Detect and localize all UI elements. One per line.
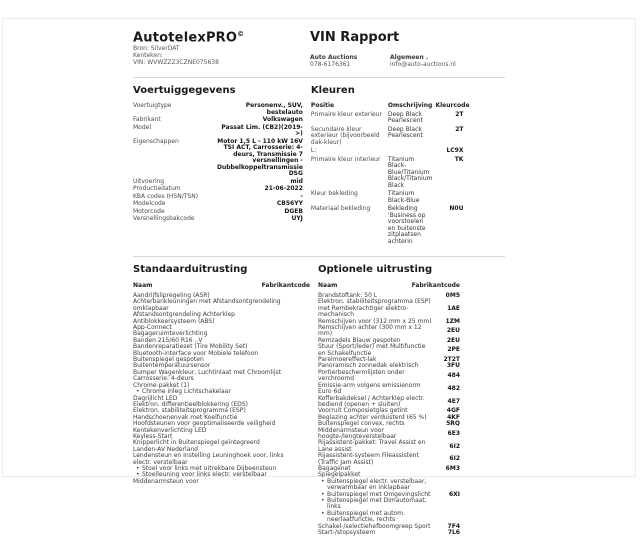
equipment-item [318,325,460,338]
vehicle-row-value: Motor 1,5 L - 110 kW 16V TSI ACT, Carrosserie: 4-deurs, Transmissie 7 versnellingen - Dubbelkoppeltransmissie DSG [217,137,303,177]
standard-col-name: Naam [133,282,153,289]
color-row [311,157,464,190]
lower-columns [133,262,505,536]
equipment-name: Banden 215/60 R16 ..V [133,336,203,344]
section-divider [133,256,505,257]
vehicle-row [133,125,303,138]
standard-col-code: Fabrikantcode [261,282,310,289]
equipment-name: • Buitenspiegel met Omgevingslicht [318,492,434,498]
equipment-code: 0M5 [445,292,460,299]
colors-section [311,83,509,247]
equipment-name: Aandrijfslipregeling (ASR) [133,292,210,299]
standard-list-header [133,282,310,289]
equipment-name: Carrosserie: 4-deurs [133,375,194,383]
vehicle-row-label: Versnellingsbakcode [133,215,195,222]
equipment-code: 5RQ [446,420,460,428]
vehicle-row-value: - [300,192,303,200]
equipment-name: Kentekenverlichting LED [133,426,207,434]
equipment-name: Elektron. differentieelblokkering (EDS) [133,400,248,408]
dealer-contact [310,54,390,68]
equipment-code: 6E3 [447,429,460,437]
equipment-code: 4E7 [447,397,460,405]
equipment-name: Middenarmsteun voor hoogte-/lengteverstelbaar [318,426,397,440]
color-row [311,191,464,204]
vehicle-row-value: CB56YY [276,200,303,207]
vehicle-row-label: Fabrikant [133,116,161,123]
colors-col-position: Positie [310,102,335,109]
vehicle-row [133,139,303,178]
equipment-item [318,498,460,511]
equipment-code: 2PE [447,346,460,354]
report-header-left [133,30,310,68]
equipment-name: Bagageruimteverlichting [133,330,208,338]
equipment-name: Hoofdsteunen voor geoptimaliseerde veiligheid [133,420,276,428]
equipment-name: Panoramisch zonnedak elektrisch [318,362,419,370]
color-position: Primaire kleur exterieur [310,110,382,118]
equipment-name: Landen-AV Nederland [133,445,198,453]
general-label: Algemeen . [390,54,429,61]
vehicle-row-label: Modelcode [133,200,166,207]
vehicle-row-label: Uitvoering [133,177,165,185]
equipment-code: 6M3 [445,464,460,472]
equipment-item [318,299,460,318]
contact-info [310,54,505,68]
equipment-code: 484 [447,372,460,380]
color-description [388,148,433,155]
equipment-name: Kofferbakdeksel / Achterklep electr. bediend (openen + sluiten) [318,394,425,408]
color-position: Materiaal bekleding [310,205,371,212]
equipment-name: Buitentemperatuursensor [133,362,211,370]
vehicle-row-label: Motorcode [133,207,165,215]
equipment-name: Schakel-/selectiehefboomgreep Sport [318,522,431,530]
vehicle-row-value: DGEB [284,207,303,215]
equipment-name: Afstandsontgrendeling Achterklep [133,311,235,319]
color-row [311,127,464,147]
vehicle-row-value: UYJ [291,215,303,222]
dealer-phone: 078-6176361 [310,61,351,68]
standard-heading: Standaarduitrusting [133,264,248,275]
equipment-name: Emissie-arm volgens emissienorm Euro 6d [318,381,421,396]
vehicle-row-value: Passat Lim. (CB2)(2019->) [221,123,303,137]
equipment-item [318,511,460,524]
color-row [311,206,464,245]
source-line: Bron: SilverDAT [133,45,180,53]
equipment-name: Keyless-Start [133,432,173,440]
vehicle-row-value: Volkswagen [262,116,303,123]
vehicle-row [133,216,303,223]
brand-name: AutotelexPRO [133,30,238,46]
standard-equipment-list [133,293,310,485]
vin-line: VIN: WVWZZZ3CZNE075638 [133,59,219,67]
equipment-item [318,383,460,396]
equipment-name: Bluetooth-interface voor Mobiele telefoon [133,349,259,357]
color-description: Titanium Black-Blue/Titanium Black/Titanium Black [387,155,433,189]
color-code [435,191,463,204]
vehicle-row-value: mid [290,177,303,185]
report-header-right [310,30,505,68]
equipment-name: Bumper Wagenkleur, Luchtinlaat met Chroomlijst [133,368,282,376]
copyright-mark: © [237,30,245,38]
equipment-name: Parelmoereffect-lak [318,356,377,364]
equipment-item [318,370,460,383]
general-contact [390,54,456,68]
equipment-name: Portierbeschermlijsten onder verchroomd [318,368,405,383]
vehicle-section [133,83,303,224]
equipment-code: 7L6 [447,529,460,536]
vehicle-row [133,201,303,208]
equipment-name: Brandstoftank: 50 L [318,292,378,299]
equipment-item [133,472,310,478]
equipment-code: 2T2T [443,356,460,364]
brand-logo [133,30,310,45]
color-description: Deep Black Pearlescent [387,125,423,139]
color-description: Bekleding 'Business op voorstoelen en buitenste zitplaatsen achterin [387,205,426,245]
equipment-name: Middenarmsteun voor [133,477,199,485]
colors-col-code: Kleurcode [435,102,470,109]
equipment-name: Start-/stopsysteem [318,529,376,536]
equipment-item [318,530,460,536]
equipment-name: Buitenspiegel gespoten [133,356,204,364]
color-position: L: [310,147,317,154]
optional-list-header [318,282,460,289]
vehicle-row-label: Productiedatum [133,185,181,192]
color-code: LC9X [446,147,464,154]
vin-report-page [133,30,505,536]
color-code: TK [454,155,464,163]
vehicle-row-label: Eigenschappen [133,137,179,145]
vehicle-row-value: Personenv., SUV, bestelauto [245,102,303,116]
vehicle-row [133,103,303,116]
equipment-name: Bandenreparatieset (Tire Mobility Set) [133,343,248,351]
equipment-name: Handschoenenvak met Koelfunctie [133,413,238,421]
optional-col-code: Fabrikantcode [411,282,460,289]
equipment-code: 1AE [447,304,460,312]
color-code: N0U [449,205,464,212]
equipment-name: Knipperlicht in Buitenspiegel geïntegreerd [133,439,260,447]
equipment-name: Stuur (Sport/leder) met Multifunctie en Schakelfunctie [318,343,426,357]
colors-heading: Kleuren [310,85,355,96]
color-code: 2T [455,125,464,133]
color-row [311,148,464,155]
vehicle-row [133,117,303,124]
vehicle-row [133,186,303,193]
equipment-name: Beglazing achter verduisterd (65 %) [318,413,427,421]
equipment-name: • Stoel voor links met uitrekbare Dijbeensteun [133,466,284,472]
color-position: Kleur bekleding [310,190,358,197]
equipment-name: • Buitenspiegel electr. verstelbaar, verwarmbaar en inklapbaar [318,479,434,492]
color-position: Primaire kleur interieur [310,155,381,163]
optional-equipment-list [318,293,460,536]
report-header [133,30,505,68]
equipment-code: 1ZM [445,317,460,325]
equipment-name: Rijassistent-systeem Fileassistent (Traffic Jam Assist) [318,452,419,466]
dealer-name: Auto Auctions [310,54,358,61]
equipment-name: Buitenspiegel convex, rechts [318,420,405,428]
equipment-name: • Buitenspiegel met Dimautomaat, links [318,498,434,511]
equipment-name: Remschijven achter (300 mm x 12 mm) [318,324,422,338]
upper-columns [133,83,505,247]
equipment-code: 4GF [446,407,460,415]
vehicle-heading: Voertuiggegevens [133,85,236,96]
colors-col-description: Omschrijving [387,102,433,109]
header-divider [133,77,505,78]
equipment-item [133,389,310,395]
equipment-name: Spiegelpakket [318,471,361,479]
vehicle-row-label: Model [133,123,152,131]
equipment-name: Achterbankleuningen met Afstandsontgrendeling omklapbaar [133,298,281,312]
vehicle-row-label: Voertuigtype [133,102,172,109]
equipment-code: 2EU [446,336,460,344]
colors-rows [311,112,464,246]
color-code: 2T [455,110,464,118]
optional-equipment-section [318,262,505,536]
equipment-name: • Buitenspiegel met autom. neerlaatfunctie, rechts [318,511,434,524]
vehicle-rows [133,103,303,223]
equipment-name: Bagagenet [318,464,351,472]
report-title: VIN Rapport [310,30,400,45]
equipment-name: Elektron. stabiliteitsprogramma (ESP) met Rembekrachtiger elektro-mechanisch [318,298,431,319]
equipment-name: Dagrijlicht LED [133,394,178,402]
equipment-code: 7F4 [447,522,460,530]
kenteken-line: Kenteken: [133,52,163,60]
equipment-name: Elektron. stabiliteitsprogramma (ESP) [133,407,246,415]
standard-equipment-section [133,262,310,485]
equipment-code: 6I2 [449,455,460,463]
equipment-name: Remzadels Blauw gespoten [318,336,401,344]
color-row [311,112,464,125]
color-position: Secundaire kleur exterieur (bijvoorbeeld dak-kleur) [310,125,380,146]
equipment-name: Antiblokkeersysteem (ABS) [133,317,215,325]
equipment-name: Voorruit Composietglas getint [318,407,408,415]
colors-table-header [310,102,470,110]
equipment-name: Chrome-pakket (1) [133,381,190,389]
equipment-code: 482 [447,384,460,392]
general-email: info@auto-auctions.nl [390,61,456,68]
optional-col-name: Naam [318,282,338,289]
equipment-name: • Chrome inleg Lichtschakelaar [133,389,284,395]
color-description: Deep Black Pearlescent [387,110,423,124]
vehicle-row-value: 21-06-2022 [264,185,303,192]
equipment-name: Rijassistent-pakket: Travel Assist en Lane assist [318,439,426,453]
equipment-name: • Stoelleuning voor links electr. verstelbaar [133,472,284,478]
optional-heading: Optionele uitrusting [318,264,433,275]
equipment-code: 6I2 [449,442,460,450]
equipment-name: App-Connect [133,324,172,332]
equipment-item [318,479,460,492]
equipment-code: 4KF [447,413,460,421]
equipment-name: Lendensteun en Instelling Leuninghoek voor, links electr. verstelbaar [133,452,284,466]
equipment-name: Remschijven voor (312 mm x 25 mm) [318,317,432,325]
equipment-code: 3FU [446,362,460,370]
vehicle-row-label: KBA codes (HSN/TSN) [133,192,199,200]
color-description: Titanium Black-Blue [387,190,420,204]
equipment-code: 2EU [446,327,460,335]
equipment-code: 6XI [448,490,460,498]
